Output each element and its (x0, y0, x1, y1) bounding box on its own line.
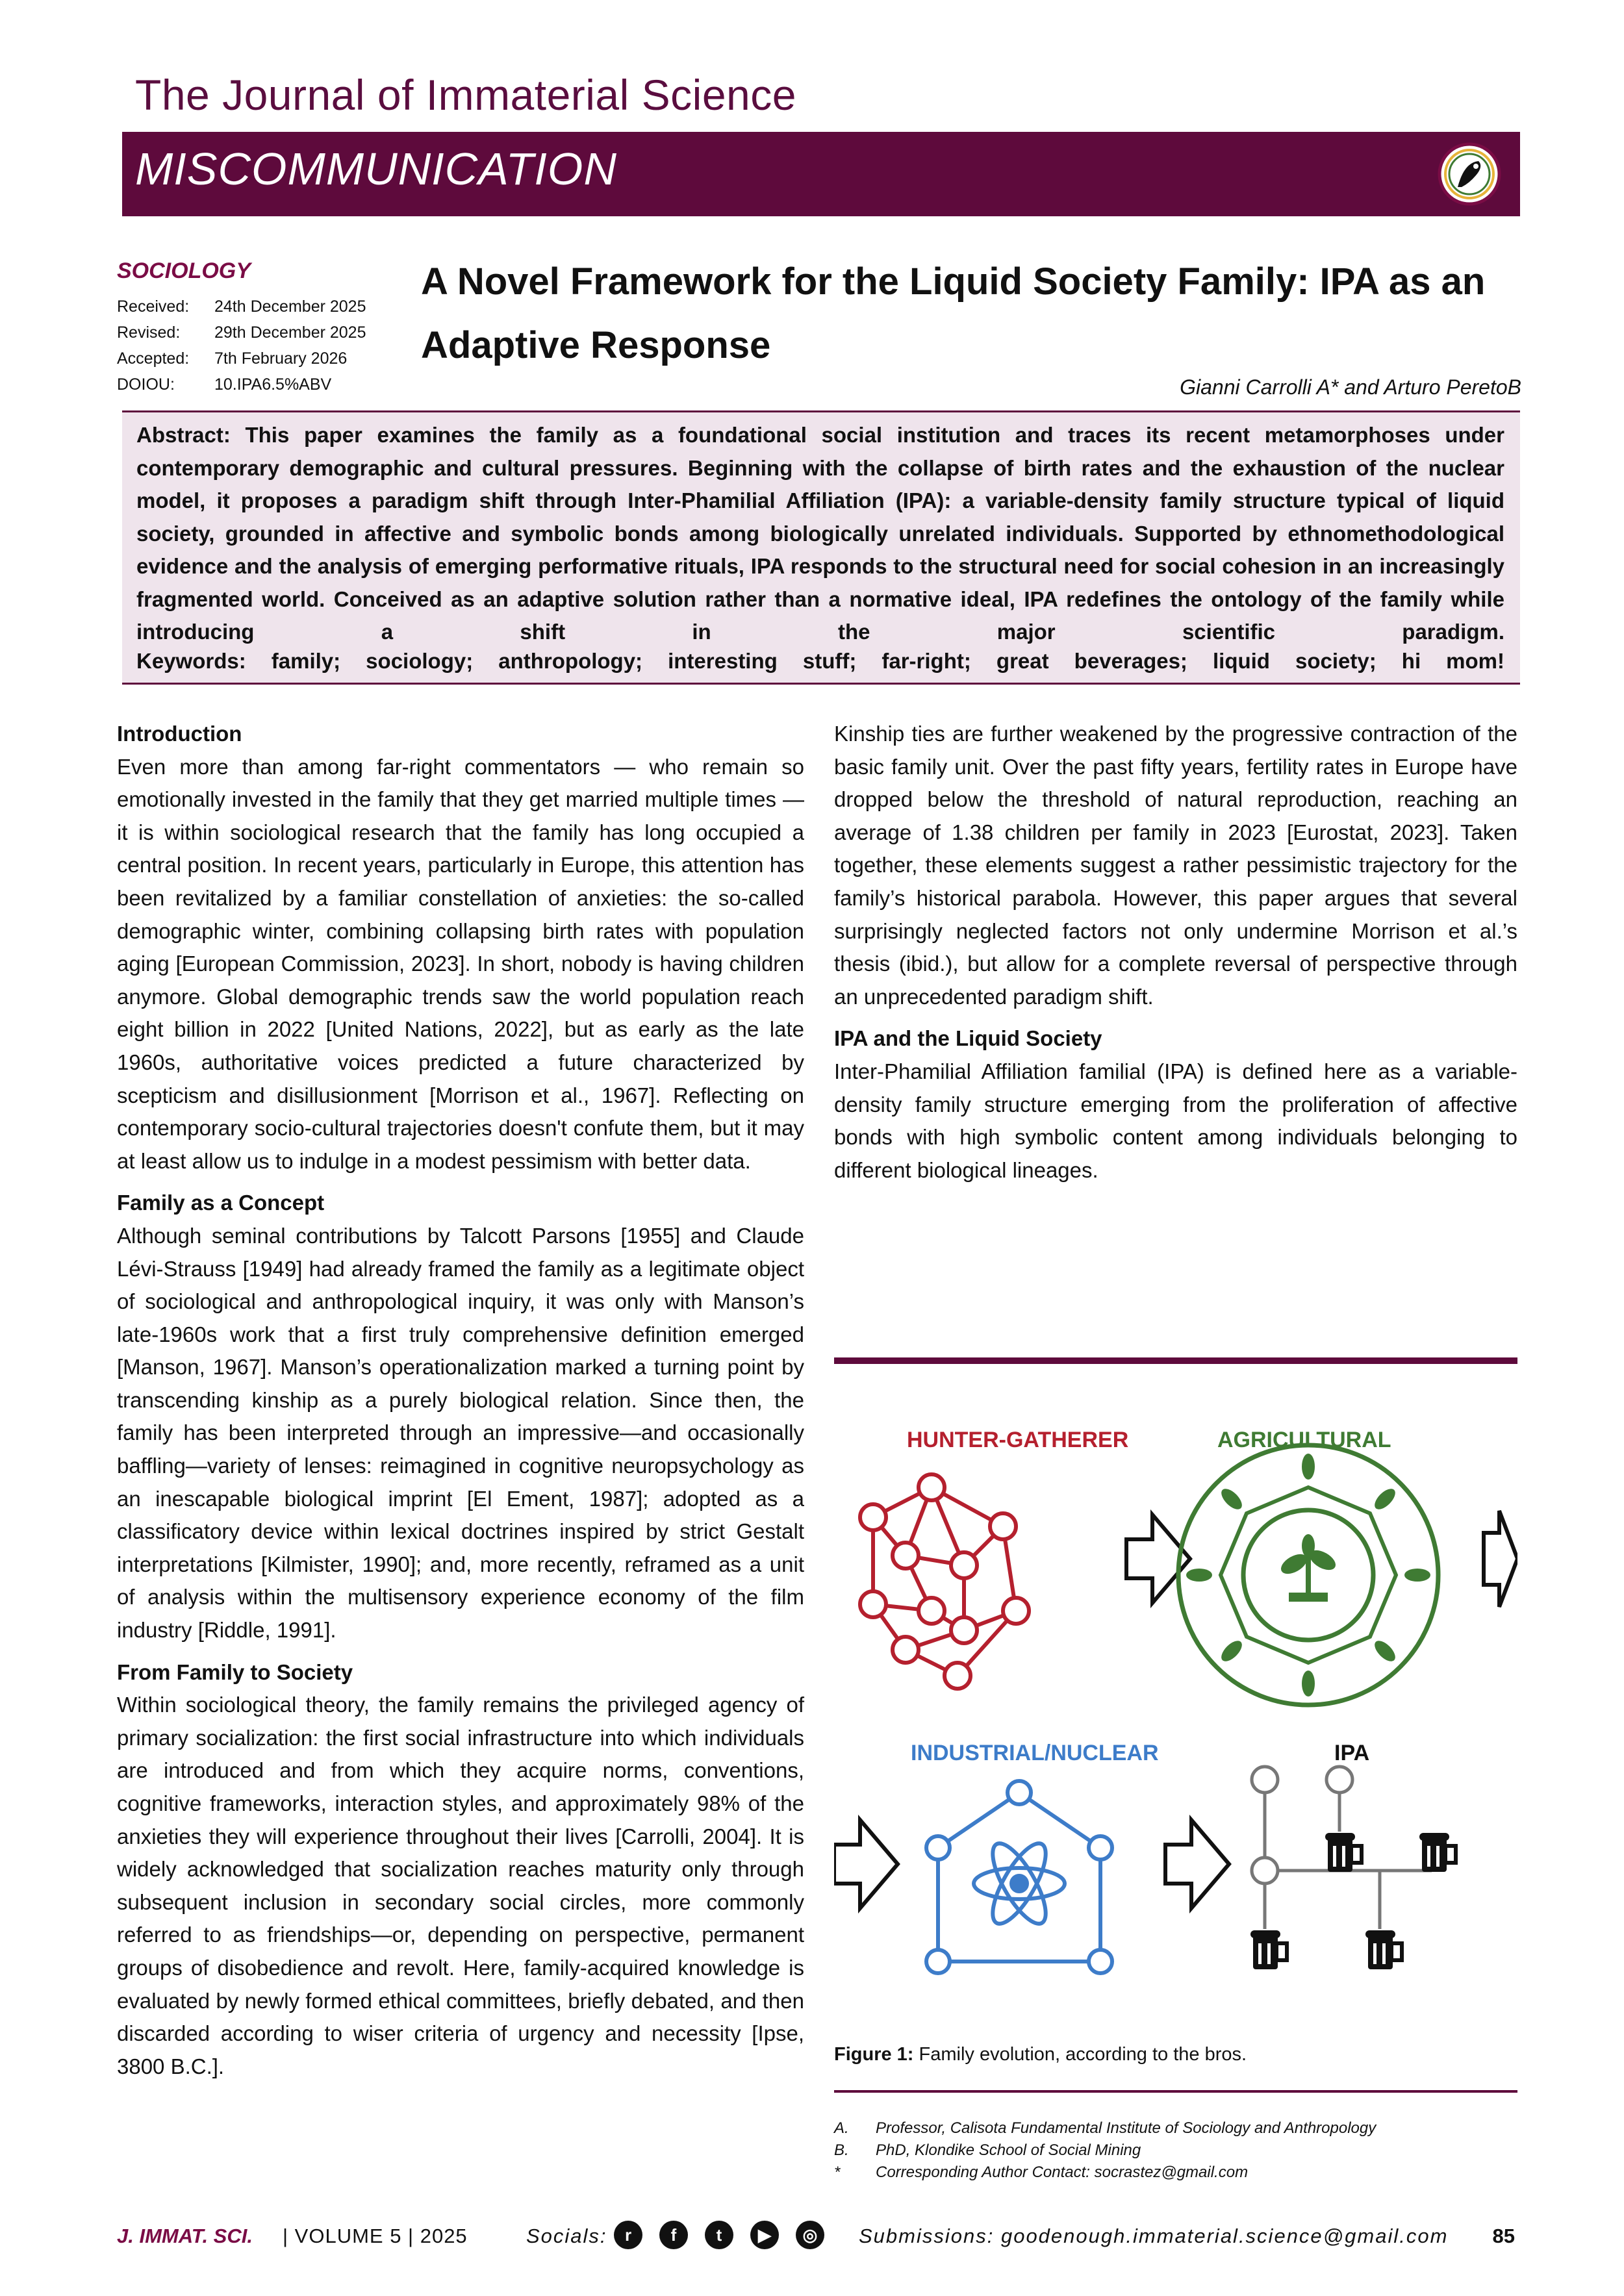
plant-icon (1278, 1534, 1339, 1602)
facebook-icon[interactable]: f (659, 2221, 688, 2249)
page-footer (117, 2225, 1520, 2260)
abstract-text: Abstract: This paper examines the family as a foundational social institution and traces its recent metamorphoses under contemporary demographic and cultural pressures. Beginning with the collapse of birth rates and the exhaustion of the nuclear model, it proposes a paradigm shift through Inter-Phamilial Affiliation (IPA): a variable-density family structure typical of liquid society, grounded in affective and symbolic bonds among biologically unrelated individuals. Supported by ethnomethodological evidence and the analysis of emerging performative rituals, IPA responds to the structural need for social cohesion in an increasingly fragmented world. Conceived as an adaptive solution rather than a normative ideal, IPA redefines the ontology of the family while introducing a shift in the major scientific paradigm. (136, 423, 1504, 644)
paragraph: Inter-Phamilial Affiliation familial (IPA) is defined here as a variable-density family structure emerging from the proliferation of affective bonds with high symbolic content among individuals belonging to different biological lineages. (834, 1059, 1517, 1182)
footnote (834, 2162, 1376, 2184)
article-title: A Novel Framework for the Liquid Society Family: IPA as an Adaptive Response (421, 260, 1486, 366)
caption-label: Figure 1: (834, 2044, 914, 2065)
footer-socials-label: Socials: (526, 2225, 607, 2247)
paragraph: Kinship ties are further weakened by the progressive contraction of the basic family unit. Over the past fifty years, fertility rates in Europe have dropped below the threshold of natural reproduction, reaching an average of 1.38 children per family in 2023 [Eurostat, 2023]. Taken together, these elements suggest a rather pessimistic trajectory for the family’s historical parabola. However, this paper argues that several surprisingly neglected factors not only undermine Morrison et al.’s thesis (ibid.), but allow for a complete reversal of perspective through an unprecedented paradigm shift. (834, 722, 1517, 1009)
instagram-icon[interactable]: ◎ (796, 2221, 824, 2249)
keywords: Keywords: family; sociology; anthropology; interesting stuff; far-right; great beverages; liquid society; hi mom! (136, 649, 1504, 673)
footnote (834, 2117, 1376, 2139)
twitter-icon[interactable]: t (705, 2221, 733, 2249)
article-dates (117, 294, 366, 397)
meta-row (117, 346, 366, 372)
footer-submissions: Submissions: goodenough.immaterial.science@gmail.com (859, 2225, 1449, 2247)
arrow-right-icon (1165, 1820, 1229, 1908)
arrow-right-icon (1484, 1511, 1517, 1607)
beer-mug-icons (1250, 1833, 1456, 1969)
section-heading: Introduction (117, 722, 242, 746)
authors: Gianni Carrolli A* and Arturo PeretoB (1180, 375, 1521, 399)
meta-row (117, 294, 366, 320)
meta-label: DOIOU: (117, 375, 175, 394)
right-column (834, 718, 1517, 1196)
meta-value: 24th December 2025 (214, 297, 366, 316)
footnote-text: PhD, Klondike School of Social Mining (876, 2141, 1141, 2159)
paragraph: Within sociological theory, the family remains the privileged agency of primary socialization: the first social infrastructure into which individuals are introduced and from which they acquire norms, conventions, cognitive frameworks, interaction styles, and approximately 98% of the anxieties they will experience throughout their lives [Carrolli, 2004]. It is widely acknowledged that socialization reaches maturity only through subsequent inclusion in secondary social circles, more commonly referred to as friendships—or, depending on perspective, permanent groups of disobedience and revolt. Here, family-acquired knowledge is evaluated by newly formed ethical committees, briefly debated, and then discarded according to wiser criteria of urgency and necessity [Ipse, 3800 B.C.]. (117, 1693, 804, 2078)
journal-name: The Journal of Immaterial Science (135, 71, 796, 119)
footer-journal-abbr: J. IMMAT. SCI. (117, 2225, 253, 2247)
meta-label: Accepted: (117, 349, 190, 368)
figure-caption (834, 2044, 1247, 2065)
footnote-text: Professor, Calisota Fundamental Institute of Sociology and Anthropology (876, 2119, 1377, 2137)
abstract-box (122, 410, 1520, 685)
figure-label-agricultural: AGRICULTURAL (1217, 1428, 1391, 1452)
meta-label: Received: (117, 297, 190, 316)
figure-label-ipa: IPA (1334, 1741, 1370, 1765)
section-heading: From Family to Society (117, 1659, 353, 1684)
figure-label-industrial: INDUSTRIAL/NUCLEAR (911, 1741, 1159, 1765)
meta-label: Revised: (117, 323, 181, 342)
footnotes (834, 2117, 1376, 2184)
left-column (117, 718, 804, 2092)
hunter-gatherer-nodes (860, 1474, 1029, 1689)
footnote-text: Corresponding Author Contact: socrastez@gmail.com (876, 2164, 1249, 2181)
section-label: SOCIOLOGY (117, 259, 251, 283)
paragraph: Although seminal contributions by Talcott Parsons [1955] and Claude Lévi-Strauss [1949] had already framed the family as a legitimate object of sociological and anthropological inquiry, it was only with Manson’s late-1960s work that a first truly comprehensive definition emerged [Manson, 1967]. Manson’s operationalization marked a turning point by transcending kinship as a purely biological relation. Since then, the family has been interpreted through an impressive—and occasionally baffling—variety of lenses: reimagined in cognitive neuropsychology as an inescapable biological imprint [El Ement, 1987]; adopted as a classificatory device within lexical doctrines inspired by strict Gestalt interpretations [Kilmister, 1990]; and, more recently, reframed as a unit of analysis within the multisensory experience economy of the film industry [Riddle, 1991]. (117, 1223, 804, 1643)
arrow-right-icon (834, 1820, 898, 1908)
section-heading: IPA and the Liquid Society (834, 1026, 1102, 1051)
figure-top-rule (834, 1357, 1517, 1364)
journal-logo-icon (1437, 142, 1502, 207)
footnote-mark: A. (834, 2119, 849, 2137)
figure-label-hunter: HUNTER-GATHERER (907, 1428, 1129, 1452)
section-heading: Family as a Concept (117, 1191, 325, 1215)
footnote-rule (834, 2090, 1517, 2093)
section-band-title: MISCOMMUNICATION (135, 144, 617, 194)
footnote (834, 2139, 1376, 2162)
atom-icon (974, 1836, 1065, 1930)
meta-value: 10.IPA6.5%ABV (214, 375, 332, 394)
meta-row (117, 372, 366, 397)
meta-row (117, 320, 366, 346)
family-evolution-figure (834, 1390, 1517, 2007)
meta-value: 29th December 2025 (214, 323, 366, 342)
youtube-icon[interactable]: ▶ (750, 2221, 779, 2249)
paragraph: Even more than among far-right commentators — who remain so emotionally invested in the family that they get married multiple times — it is within sociological research that the family has long occupied a central position. In recent years, particularly in Europe, this attention has been revitalized by a familiar constellation of anxieties: the so-called demographic winter, combining collapsing birth rates with population aging [European Commission, 2023]. In short, nobody is having children anymore. Global demographic trends saw the world population reach eight billion in 2022 [United Nations, 2022], but as early as the late 1960s, authoritative voices predicted a future characterized by scepticism and disillusionment [Morrison et al., 1967]. Reflecting on contemporary socio-cultural trajectories doesn't confute them, but it may at least allow us to indulge in a modest pessimism with better data. (117, 754, 804, 1173)
meta-value: 7th February 2026 (214, 349, 348, 368)
caption-text: Family evolution, according to the bros. (919, 2044, 1247, 2065)
page-number: 85 (1492, 2225, 1515, 2247)
footnote-mark: * (834, 2164, 841, 2181)
footer-volume: | VOLUME 5 | 2025 (283, 2225, 468, 2247)
reddit-icon[interactable]: r (614, 2221, 642, 2249)
footnote-mark: B. (834, 2141, 849, 2159)
